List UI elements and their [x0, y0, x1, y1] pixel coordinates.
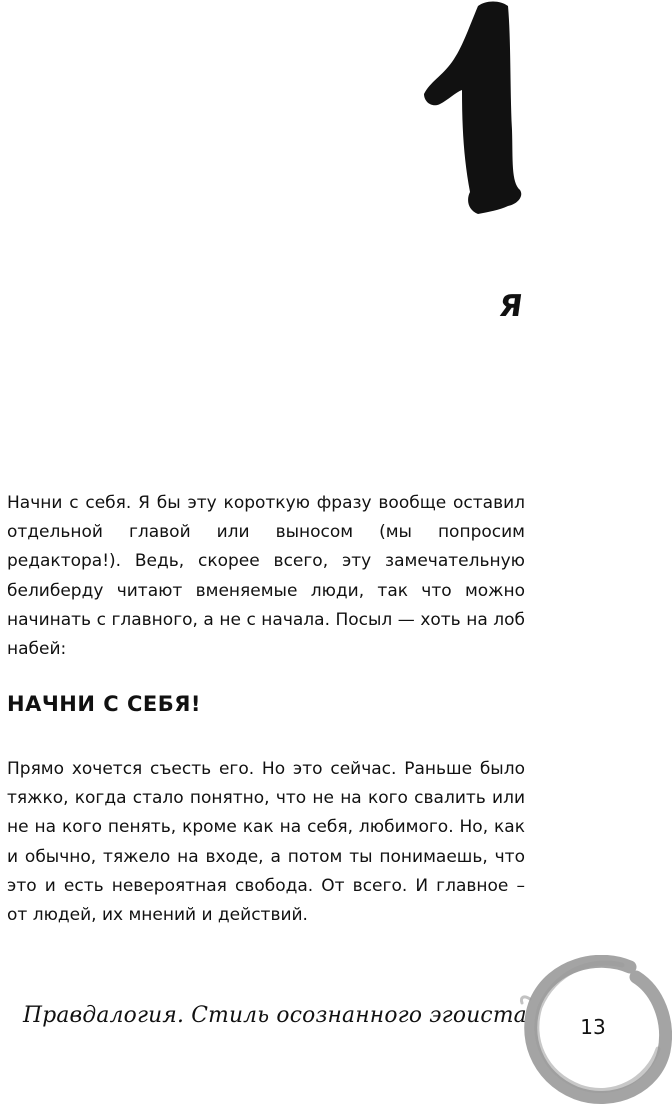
page-number: 13 — [580, 1015, 606, 1039]
paragraph-intro: Начни с себя. Я бы эту короткую фразу вообще оставил отдельной главой или выносом (мы попросим редактора!). Ведь, скорее всего, эту замечательную белиберду читают вменяемые люди, так что можно начинать с главного, а не с начала. Посыл — хоть на лоб набей: — [7, 493, 525, 660]
chapter-number-stroke — [424, 2, 521, 215]
chapter-number — [416, 0, 526, 215]
paragraph-main: Прямо хочется съесть его. Но это сейчас. Раньше было тяжко, когда стало понятно, что не на кого свалить или не на кого пенять, кроме как на себя, любимого. Но, как и обычно, тяжело на входе, а потом ты понимаешь, что это и есть невероятная свобода. От всего. И главное – от людей, их мнений и действий. — [7, 759, 525, 926]
highlight-heading: НАЧНИ С СЕБЯ! — [7, 692, 201, 716]
running-footer-title: Правдалогия. Стиль осознанного эгоиста — [23, 1003, 527, 1028]
chapter-title: Я — [496, 289, 525, 324]
